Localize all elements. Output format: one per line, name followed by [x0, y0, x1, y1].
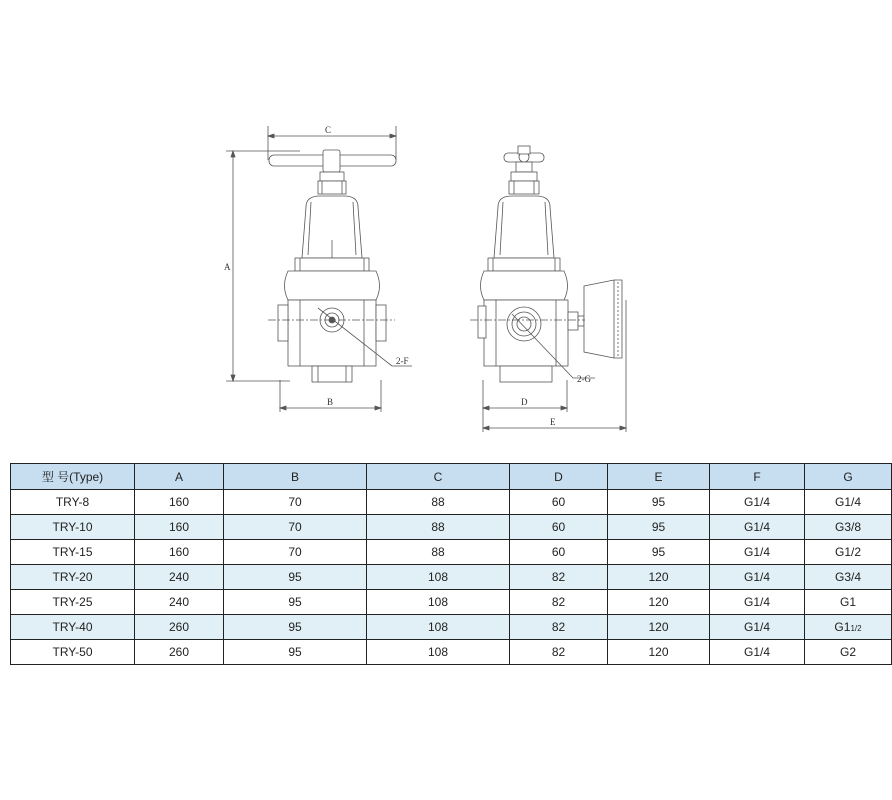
table-cell: 240 — [135, 565, 224, 590]
table-cell: G1/4 — [710, 515, 805, 540]
table-cell: 95 — [608, 490, 710, 515]
table-cell: 95 — [608, 540, 710, 565]
table-cell: 88 — [367, 515, 510, 540]
header-g: G — [805, 464, 892, 490]
spec-table — [10, 463, 892, 665]
table-cell: TRY-20 — [11, 565, 135, 590]
table-cell: 82 — [510, 615, 608, 640]
table-cell: 60 — [510, 515, 608, 540]
table-cell: G1/4 — [710, 540, 805, 565]
table-cell: TRY-25 — [11, 590, 135, 615]
table-cell: 108 — [367, 590, 510, 615]
header-c: C — [367, 464, 510, 490]
table-cell: 95 — [608, 515, 710, 540]
table-cell: 95 — [224, 590, 367, 615]
table-cell: 95 — [224, 615, 367, 640]
table-row — [11, 490, 892, 515]
table-cell: 120 — [608, 615, 710, 640]
table-cell: 88 — [367, 540, 510, 565]
dim-label-e: E — [550, 417, 556, 427]
side-view — [470, 146, 626, 432]
dim-label-b: B — [327, 397, 334, 407]
table-cell: TRY-15 — [11, 540, 135, 565]
table-cell: 120 — [608, 565, 710, 590]
table-cell: 108 — [367, 615, 510, 640]
front-view — [226, 126, 412, 412]
table-cell: 60 — [510, 540, 608, 565]
table-cell: 82 — [510, 640, 608, 665]
table-cell: 260 — [135, 615, 224, 640]
table-cell: TRY-50 — [11, 640, 135, 665]
port-label-2g: 2-G — [577, 374, 591, 384]
table-cell: G2 — [805, 640, 892, 665]
table-cell: G3/4 — [805, 565, 892, 590]
table-cell: 240 — [135, 590, 224, 615]
table-cell: 160 — [135, 540, 224, 565]
table-row — [11, 565, 892, 590]
table-cell: 120 — [608, 640, 710, 665]
header-d: D — [510, 464, 608, 490]
table-cell: 108 — [367, 565, 510, 590]
table-cell: 82 — [510, 565, 608, 590]
table-cell: G3/8 — [805, 515, 892, 540]
table-cell: G11/2 — [805, 615, 892, 640]
table-cell: 95 — [224, 640, 367, 665]
table-row — [11, 640, 892, 665]
port-label-2f: 2-F — [396, 356, 409, 366]
table-row — [11, 515, 892, 540]
table-cell: G1/4 — [710, 490, 805, 515]
dim-label-c: C — [325, 125, 332, 135]
table-header-row — [11, 464, 892, 490]
table-cell: G1/4 — [710, 640, 805, 665]
table-cell: 108 — [367, 640, 510, 665]
table-cell: 260 — [135, 640, 224, 665]
table-cell: G1/4 — [805, 490, 892, 515]
table-cell: TRY-40 — [11, 615, 135, 640]
table-cell: 160 — [135, 490, 224, 515]
table-cell: 120 — [608, 590, 710, 615]
table-cell: TRY-8 — [11, 490, 135, 515]
table-cell: TRY-10 — [11, 515, 135, 540]
header-b: B — [224, 464, 367, 490]
header-f: F — [710, 464, 805, 490]
table-cell: G1/2 — [805, 540, 892, 565]
table-cell: 70 — [224, 515, 367, 540]
table-row — [11, 615, 892, 640]
dim-label-a: A — [224, 262, 231, 272]
table-cell: 70 — [224, 540, 367, 565]
table-body — [11, 490, 892, 665]
table-cell: G1/4 — [710, 615, 805, 640]
table-cell: 60 — [510, 490, 608, 515]
header-a: A — [135, 464, 224, 490]
fraction-suffix: 1/2 — [850, 624, 862, 633]
dim-label-d: D — [521, 397, 528, 407]
header-type: 型 号(Type) — [11, 464, 135, 490]
table-cell: G1 — [805, 590, 892, 615]
table-cell: 160 — [135, 515, 224, 540]
table-cell: 88 — [367, 490, 510, 515]
table-cell: 82 — [510, 590, 608, 615]
table-cell: 95 — [224, 565, 367, 590]
header-e: E — [608, 464, 710, 490]
table-cell: G1/4 — [710, 590, 805, 615]
table-cell: G1/4 — [710, 565, 805, 590]
table-row — [11, 590, 892, 615]
table-cell: 70 — [224, 490, 367, 515]
table-row — [11, 540, 892, 565]
